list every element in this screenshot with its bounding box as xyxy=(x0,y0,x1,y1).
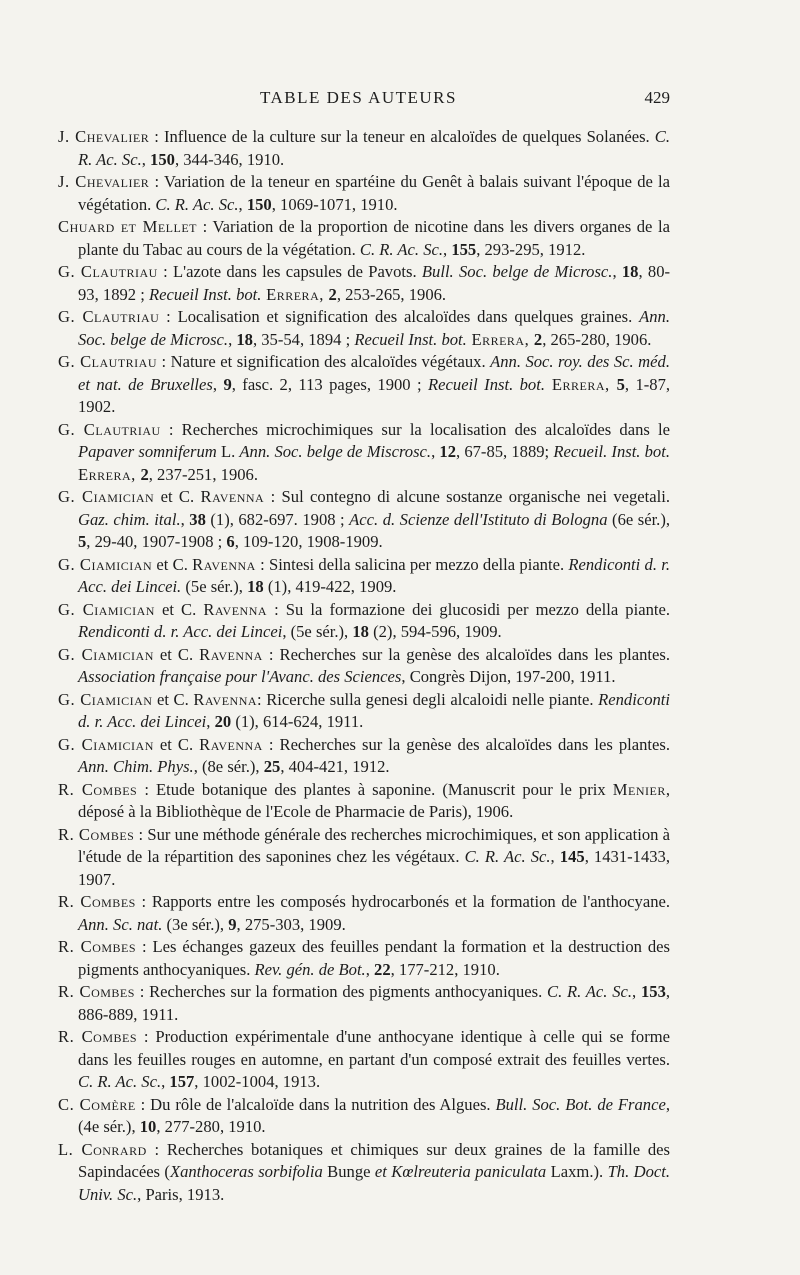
entry-citation: Ann. Chim. Phys. xyxy=(78,757,194,776)
entry-text: , xyxy=(161,1072,170,1091)
entry-text: : Recherches sur la genèse des alcaloïdes dans les plantes. xyxy=(262,644,671,664)
entry-citation: C. R. Ac. Sc. xyxy=(547,982,633,1001)
bibliography-entry xyxy=(58,1094,670,1139)
entry-citation: Association française pour l'Avanc. des Sciences xyxy=(78,667,402,686)
entry-citation: Recueil Inst. bot. xyxy=(354,329,467,349)
entry-volume: 145 xyxy=(559,847,585,866)
entry-text: : Influence de la culture sur la teneur en alcaloïdes de quelques Solanées. xyxy=(149,127,655,146)
entry-text: : Su la formazione dei glucosidi per mezzo della piante. xyxy=(267,599,670,619)
entry-text: (1), 419-422, 1909. xyxy=(263,577,397,596)
entry-citation: Papaver somniferum xyxy=(78,442,217,461)
entry-text: , xyxy=(612,262,622,281)
entry-text: : Recherches botaniques et chimiques sur deux graines de la famille des Sapindacées ( xyxy=(78,1139,670,1181)
entry-text: , 1-87, 1902. xyxy=(78,374,671,416)
entry-citation: Bull. Soc. belge de Microsc. xyxy=(421,262,613,281)
entry-text: : Production expérimentale d'une anthocyane identique à celle qui se forme dans les feuilles rouges en automne, en partant d'un composé extrait des feuilles vertes. xyxy=(78,1027,670,1069)
entry-text: Bunge xyxy=(322,1162,375,1181)
entry-volume: 12 xyxy=(439,442,456,461)
entry-volume: 2 xyxy=(328,284,337,304)
entry-text: : Variation de la teneur en spartéine du Genêt à balais suivant l'époque de la végétation. xyxy=(78,172,671,214)
entry-text: , 1002-1004, 1913. xyxy=(194,1072,321,1091)
bibliography-entry xyxy=(58,779,670,824)
entry-text: , (8e sér.), xyxy=(193,757,264,776)
bibliography-entry xyxy=(58,891,670,936)
entry-author: G. Clautriau xyxy=(58,419,161,439)
entry-text: , xyxy=(206,712,215,731)
entry-name: Ravenna xyxy=(203,599,268,619)
entry-text: et C. xyxy=(152,689,194,709)
entry-author: J. Chevalier xyxy=(58,172,150,191)
entry-text: : Sintesi della salicina per mezzo della piante. xyxy=(255,554,569,574)
bibliography-list xyxy=(58,126,670,1206)
entry-citation: Rendiconti d. r. Acc. dei Lincei xyxy=(78,622,283,641)
entry-text: , xyxy=(228,329,237,349)
entry-text: , 265-280, 1906. xyxy=(542,329,652,349)
entry-citation: Recueil. Inst. bot. xyxy=(553,442,670,461)
entry-text: , 886-889, 1911. xyxy=(78,982,671,1024)
entry-text: : Recherches sur la formation des pigments anthocyaniques. xyxy=(134,982,548,1001)
bibliography-entry xyxy=(58,419,670,487)
entry-text: , 344-346, 1910. xyxy=(174,149,285,169)
entry-text: , xyxy=(141,149,151,169)
entry-text: : Rapports entre les composés hydrocarbonés et la formation de l'anthocyane. xyxy=(135,892,671,911)
bibliography-entry xyxy=(58,261,670,306)
entry-text: , xyxy=(632,982,641,1001)
entry-text: (3e sér.), xyxy=(162,914,229,934)
entry-text: (1), 614-624, 1911. xyxy=(231,712,364,731)
entry-text: : Ricerche sulla genesi degli alcaloidi nelle piante. xyxy=(257,689,599,709)
entry-text: et C. xyxy=(153,644,200,664)
entry-author: L. Conrard xyxy=(58,1139,147,1159)
entry-text: : Sur une méthode générale des recherches microchimiques, et son application à l'étude de la répartition des saponines chez les végétaux. xyxy=(78,824,670,866)
entry-citation: Recueil Inst. bot. xyxy=(428,374,545,394)
page-header xyxy=(60,88,670,112)
entry-text: , 293-295, 1912. xyxy=(476,239,586,259)
entry-citation: C. R. Ac. Sc. xyxy=(78,127,671,169)
entry-volume: 10 xyxy=(139,1117,157,1136)
running-title: TABLE DES AUTEURS xyxy=(260,88,457,107)
entry-text: : Recherches sur la genèse des alcaloïdes dans les plantes. xyxy=(262,734,671,754)
entry-volume: 20 xyxy=(214,712,232,731)
entry-text: , xyxy=(550,847,560,866)
entry-volume: 2 xyxy=(140,464,149,484)
entry-author: G. Ciamician xyxy=(58,487,155,506)
bibliography-entry xyxy=(58,644,670,689)
entry-author: G. Ciamician xyxy=(58,644,154,664)
entry-text: , xyxy=(238,194,247,214)
entry-name: Ravenna xyxy=(199,734,263,754)
entry-author: G. Clautriau xyxy=(58,307,160,326)
bibliography-entry xyxy=(58,734,670,779)
entry-volume: 22 xyxy=(374,959,391,979)
entry-text: , 1431-1433, 1907. xyxy=(78,847,670,889)
entry-volume: 157 xyxy=(169,1072,195,1091)
bibliography-entry xyxy=(58,599,670,644)
entry-volume: 18 xyxy=(352,622,369,641)
entry-volume: 25 xyxy=(263,757,281,776)
entry-text: , 29-40, 1907-1908 ; xyxy=(86,532,227,551)
entry-citation: C. R. Ac. Sc. xyxy=(155,194,239,214)
entry-volume: 38 xyxy=(189,509,206,529)
entry-author: Chuard et Mellet xyxy=(58,217,197,236)
entry-text: et C. xyxy=(153,734,200,754)
entry-author: G. Clautriau xyxy=(58,262,158,281)
entry-text: (5e sér.), xyxy=(181,577,248,596)
entry-text: L. xyxy=(216,442,240,461)
entry-text: , 67-85, 1889; xyxy=(456,442,554,461)
entry-citation: C. R. Ac. Sc. xyxy=(78,1072,162,1091)
entry-text: , 80-93, 1892 ; xyxy=(78,262,671,304)
entry-citation: C. R. Ac. Sc. xyxy=(359,239,444,259)
entry-author: R. Combes xyxy=(58,1027,138,1046)
entry-author: J. Chevalier xyxy=(58,127,150,146)
entry-text: (1), 682-697. 1908 ; xyxy=(205,509,350,529)
bibliography-entry xyxy=(58,1026,670,1094)
entry-author: G. Ciamician xyxy=(58,554,153,574)
entry-text: , xyxy=(431,442,440,461)
entry-text: , Paris, 1913. xyxy=(137,1184,225,1204)
entry-name: Ravenna xyxy=(200,487,265,506)
entry-author: R. Combes xyxy=(58,779,138,799)
entry-text: , fasc. 2, 113 pages, 1900 ; xyxy=(231,374,429,394)
entry-name: Ravenna xyxy=(193,689,258,709)
entry-volume: 6 xyxy=(226,532,235,551)
entry-volume: 150 xyxy=(150,149,175,169)
entry-text: et C. xyxy=(154,487,201,506)
entry-text: et C. xyxy=(154,599,204,619)
entry-text: : L'azote dans les capsules de Pavots. xyxy=(157,262,422,281)
entry-volume: 150 xyxy=(246,194,272,214)
entry-text: , déposé à la Bibliothèque de l'Ecole de Pharmacie de Paris), 1906. xyxy=(78,779,670,821)
bibliography-entry xyxy=(58,554,670,599)
entry-citation: Bull. Soc. Bot. de France xyxy=(495,1094,666,1114)
entry-text: (6e sér.), xyxy=(607,509,670,529)
bibliography-entry xyxy=(58,689,670,734)
entry-author: G. Ciamician xyxy=(58,689,153,709)
entry-volume: 153 xyxy=(640,982,666,1001)
entry-author: R. Combes xyxy=(58,892,136,911)
entry-author: C. Comère xyxy=(58,1094,136,1114)
entry-citation: Xanthoceras sorbifolia xyxy=(169,1162,323,1181)
entry-text: : Du rôle de l'alcaloïde dans la nutrition des Algues. xyxy=(135,1094,496,1114)
entry-name: Ravenna xyxy=(199,644,263,664)
entry-citation: Recueil Inst. bot. xyxy=(149,284,262,304)
entry-text: : Recherches microchimiques sur la localisation des alcaloïdes dans le xyxy=(160,419,670,439)
entry-author: R. Combes xyxy=(58,937,137,956)
page-number: 429 xyxy=(644,88,670,107)
entry-text: , 1069-1071, 1910. xyxy=(271,194,398,214)
entry-text: (2), 594-596, 1909. xyxy=(368,622,502,641)
entry-text: , 237-251, 1906. xyxy=(148,464,258,484)
entry-text: , (4e sér.), xyxy=(78,1094,670,1136)
entry-name: Errera, xyxy=(261,284,329,304)
entry-text: , xyxy=(212,374,224,394)
bibliography-entry xyxy=(58,936,670,981)
entry-text: : Sul contegno di alcune sostanze organische nei vegetali. xyxy=(264,487,671,506)
bibliography-entry xyxy=(58,171,670,216)
entry-author: G. Clautriau xyxy=(58,352,158,371)
entry-text: , 404-421, 1912. xyxy=(280,757,390,776)
entry-text: , 253-265, 1906. xyxy=(336,284,447,304)
entry-name: Menier xyxy=(612,779,666,799)
entry-volume: 18 xyxy=(247,577,264,596)
entry-volume: 18 xyxy=(236,329,253,349)
entry-author: G. Ciamician xyxy=(58,734,154,754)
entry-citation: Acc. d. Scienze dell'Istituto di Bologna xyxy=(349,509,608,529)
entry-text: , 35-54, 1894 ; xyxy=(252,329,355,349)
bibliography-entry xyxy=(58,216,670,261)
entry-volume: 155 xyxy=(451,239,477,259)
entry-text: : Nature et signification des alcaloïdes végétaux. xyxy=(157,352,491,371)
entry-text: : Les échanges gazeux des feuilles pendant la formation et la destruction des pigments anthocyaniques. xyxy=(78,937,670,979)
entry-text: , xyxy=(443,239,452,259)
entry-text: et C. xyxy=(152,554,193,574)
bibliography-entry xyxy=(58,126,670,171)
entry-volume: 5 xyxy=(78,532,87,551)
entry-text: Laxm.). xyxy=(546,1162,608,1181)
entry-text: , xyxy=(180,509,190,529)
entry-volume: 18 xyxy=(621,262,639,281)
entry-citation: C. R. Ac. Sc. xyxy=(464,847,551,866)
entry-name: Errera, xyxy=(466,329,534,349)
entry-text: , xyxy=(365,959,375,979)
bibliography-entry xyxy=(58,981,670,1026)
entry-text: , 177-212, 1910. xyxy=(390,959,500,979)
entry-volume: 5 xyxy=(616,374,625,394)
bibliography-entry xyxy=(58,1139,670,1207)
entry-text: , 275-303, 1909. xyxy=(236,914,346,934)
entry-citation: Ann. Soc. belge de Miscrosc. xyxy=(239,442,432,461)
entry-volume: 9 xyxy=(228,914,237,934)
entry-citation: et Kœlreuteria paniculata xyxy=(374,1162,547,1181)
entry-text: , 109-120, 1908-1909. xyxy=(234,532,383,551)
entry-citation: Gaz. chim. ital. xyxy=(78,509,181,529)
entry-volume: 2 xyxy=(533,329,543,349)
entry-text: , (5e sér.), xyxy=(282,622,353,641)
entry-citation: Rendiconti d. r. Acc. dei Lincei xyxy=(78,689,671,731)
entry-citation: Rev. gén. de Bot. xyxy=(254,959,366,979)
entry-text: , 277-280, 1910. xyxy=(156,1117,266,1136)
entry-citation: Th. Doct. Univ. Sc. xyxy=(78,1162,671,1204)
entry-citation: Ann. Soc. belge de Microsc. xyxy=(78,307,670,349)
entry-text: : Localisation et signification des alcaloïdes dans quelques graines. xyxy=(159,307,640,326)
entry-text: , Congrès Dijon, 197-200, 1911. xyxy=(401,667,616,686)
bibliography-entry xyxy=(58,486,670,554)
entry-author: R. Combes xyxy=(58,824,135,844)
entry-citation: Rendiconti d. r. Acc. dei Lincei. xyxy=(78,554,671,596)
entry-volume: 9 xyxy=(223,374,232,394)
entry-text: : Variation de la proportion de nicotine dans les divers organes de la plante du Tabac au cours de la végétation. xyxy=(78,217,670,259)
entry-name: Errera, xyxy=(78,464,141,484)
entry-citation: Ann. Sc. nat. xyxy=(78,914,163,934)
entry-author: G. Ciamician xyxy=(58,599,155,619)
entry-name: Errera, xyxy=(544,374,617,394)
bibliography-entry xyxy=(58,351,670,419)
bibliography-entry xyxy=(58,824,670,892)
bibliography-entry xyxy=(58,306,670,351)
entry-name: Ravenna xyxy=(192,554,256,574)
entry-text: : Etude botanique des plantes à saponine. (Manuscrit pour le prix xyxy=(137,779,613,799)
entry-citation: Ann. Soc. roy. des Sc. méd. et nat. de Bruxelles xyxy=(78,352,670,394)
entry-author: R. Combes xyxy=(58,982,135,1001)
